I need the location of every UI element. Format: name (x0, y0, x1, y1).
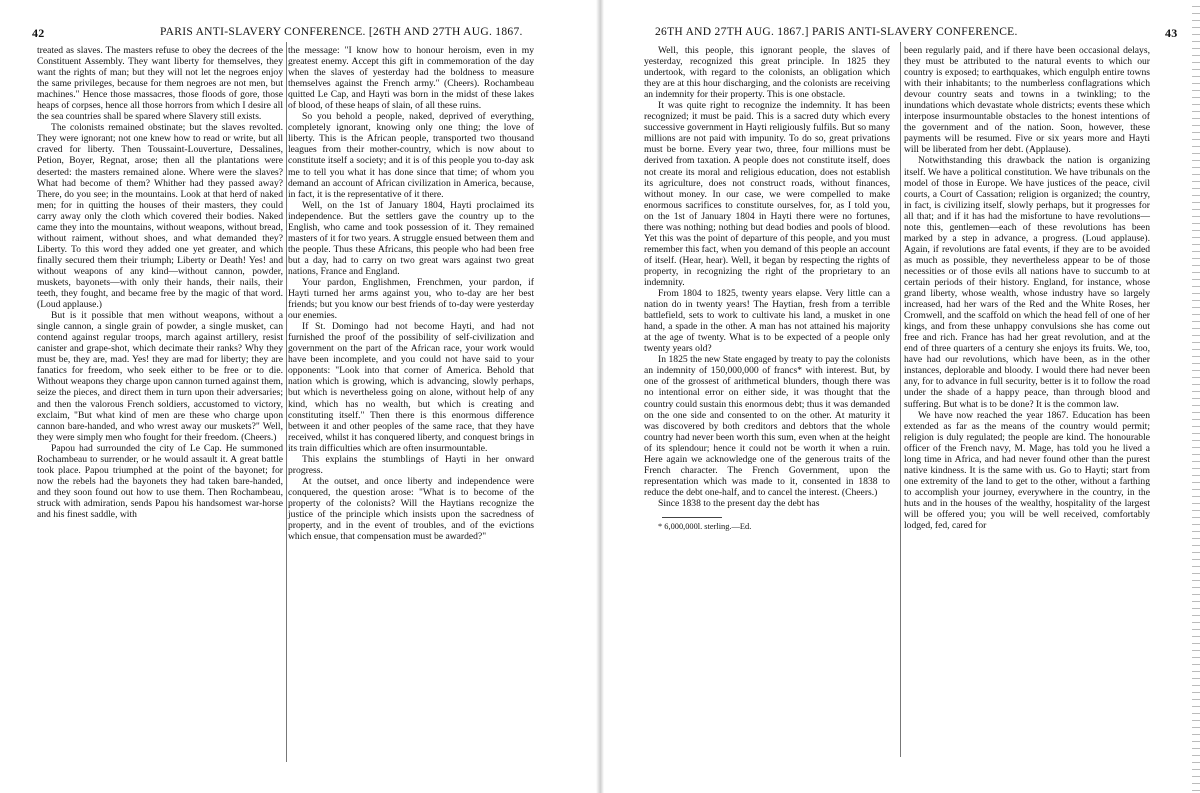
paragraph: Since 1838 to the present day the debt has (658, 497, 820, 509)
paragraph: been regularly paid, and if there have been occasional delays, they must be attributed to the natural events to which our country is exposed; to earthquakes, which engulph entire towns with their inhabitants; to the numberless conflagrations which devour country seats and towns in a twinkling; to the inundations which devastate whole districts; events these which interpose insurmountable obstacles to the honest intentions of the government and of the nation. Soon, however, these payments will be resumed. Five or six years more and Hayti will be liberated from her debt. (Applause). (904, 45, 1150, 156)
paragraph: Papou had surrounded the city of Le Cap. He summoned Rochambeau to surrender, or he would assault it. A great battle took place. Papou triumphed at the point of the bayonet; for now the rebels had the bayonets they had taken bare-handed, and they soon found out how to use them. Then Rochambeau, struck with admiration, sends Papou his handsomest war-horse and his finest saddle, with (37, 442, 283, 520)
paragraph: treated as slaves. The masters refuse to obey the decrees of the Constituent Assembly. They want liberty for themselves, they want the rights of man; but they will not let the negroes enjoy the same privileges, because for them negroes are not men, but machines." Hence those massacres, those floods of gore, those heaps of corpses, hence all those horrors from which I desire all the sea countries shall be spared where Slavery still exists. (37, 45, 283, 123)
paragraph: Notwithstanding this drawback the nation is organizing itself. We have a political constitution. We have tribunals on the model of those in Europe. We have justices of the peace, civil courts, a Court of Cassation; religion is organized; the country, in fact, is civilizing itself, slowly perhaps, but it progresses for all that; and if it has had the misfortune to have revolutions—note this, gentlemen—each of these revolutions has been marked by a step in advance, a progress. (Loud applause). Again, if revolutions are fatal events, if they are to be avoided as much as possible, they nevertheless appear to be of those necessities or of those evils all nations have to succumb to at certain periods of their history. England, for instance, whose grand liberty, whose wealth, whose industry have so largely increased, had her wars of the Red and the White Roses, her Cromwell, and the scaffold on which the head fell of one of her kings, and from these unhappy convulsions she has come out free and rich. France has had her great revolution, and at the end of three quarters of a century she enjoys its fruits. We, too, have had our revolutions, which have been, as in the other instances, deplorable and bloody. I would there had never been any, for to advance in full security, better is it to follow the road under the shade of a happy peace, than through blood and suffering. But what is to be done? It is the common law. (904, 155, 1150, 410)
paragraph: But is it possible that men without weapons, without a single cannon, a single grain of powder, a single musket, can contend against regular troops, march against artillery, resist canister and grape-shot, which decimate their ranks? Why they must be, they are, mad. Yes! they are mad for liberty; they are fanatics for freedom, who seek either to be free or to die. Without weapons they charge upon cannon turned against them, seize the pieces, and direct them in turn upon their adversaries; and then the valorous French soldiers, accustomed to victory, exclaim, "But what kind of men are these who charge upon cannon bare-handed, and who wrest away our muskets?" Well, they were simply men who fought for their freedom. (Cheers.) (37, 310, 283, 443)
paragraph: the message: "I know how to honour heroism, even in my greatest enemy. Accept this gift in commemoration of the day when the slaves of yesterday had the boldness to measure themselves against the French army." (Cheers). Rochambeau quitted Le Cap, and Hayti was born in the midst of these lakes of blood, of these heaps of slain, of all these ruins. (288, 45, 534, 112)
paragraph: The colonists remained obstinate; but the slaves revolted. They were ignorant; not one knew how to read or write, but all craved for liberty. Then Toussaint-Louverture, Dessalines, Petion, Boyer, Regnat, arose; then all the plantations were deserted: the masters remained alone. Where were the slaves? What had become of them? Whither had they passed away? There, do you see; in the mountains. Look at that herd of naked men; for in quitting the houses of their masters, they could carry away only the cloth which covered their bodies. Naked came they into the mountains, without weapons, without bread, without raiment, without shoes, and what demanded they? Liberty. To this word they added one yet greater, and which finally secured them their triumph; Liberty or Death! Yes! and without weapons of any kind—without cannon, powder, muskets, bayonets—with only their hands, their nails, their teeth, they fought, and became free by the magic of that word. (Loud applause.) (37, 122, 283, 311)
paragraph: From 1804 to 1825, twenty years elapse. Very little can a nation do in twenty years! The Haytian, fresh from a terrible battlefield, sets to work to cultivate his land, a musket in one hand, a spade in the other. A man has not attained his majority at the age of twenty. What is to be expected of a people only twenty years old? (644, 288, 890, 355)
paragraph: This explains the stumblings of Hayti in her onward progress. (288, 453, 534, 476)
footnote: * 6,000,000l. sterling.—Ed. (658, 521, 752, 531)
paragraph: We have now reached the year 1867. Education has been extended as far as the means of the country would permit; religion is duly regulated; the people are kind. The honourable officer of the French navy, M. Mage, has told you he lived a long time in Africa, and had never found other than the purest native kindness. It is the same with us. Go to Hayti; start from one extremity of the land to get to the other, without a farthing to accomplish your journey, everywhere in the country, in the huts and in the houses of the wealthy, hospitality of the largest will be offered you; you will be well received, comfortably lodged, fed, cared for (904, 409, 1150, 532)
paragraph: So you behold a people, naked, deprived of everything, completely ignorant, knowing only one thing; the love of liberty. This is the African people, transported two thousand leagues from their mother-country, which is now about to constitute itself a society; and it is of this people you to-day ask me to tell you what it has done since that time; of whom you demand an account of African civilization in America, because, in fact, it is the representative of it there. (288, 111, 534, 200)
left-column-1 (37, 45, 283, 520)
right-running-title: 26TH AND 27TH AUG. 1867.] PARIS ANTI-SLAVERY CONFERENCE. (655, 26, 1018, 38)
left-column-2 (288, 45, 534, 542)
right-column-1 (644, 45, 890, 532)
left-running-title: PARIS ANTI-SLAVERY CONFERENCE. [26TH AND 27TH AUG. 1867. (160, 26, 523, 38)
paragraph: Well, on the 1st of January 1804, Hayti proclaimed its independence. But the settlers gave the country up to the English, who came and took possession of it. They remained masters of it for two years. A struggle ensued between them and the people. Thus these Africans, this people who had been free but a day, had to carry on two great wars against two great nations, France and England. (288, 199, 534, 277)
left-page-number: 42 (32, 26, 45, 40)
paragraph: Well, this people, this ignorant people, the slaves of yesterday, recognized this great principle. In 1825 they undertook, with regard to the colonists, an obligation which they are at this hour discharging, and the colonists are receiving an indemnity for their property. This is one obstacle. (644, 45, 890, 101)
paragraph: It was quite right to recognize the indemnity. It has been recognized; it must be paid. This is a sacred duty which every successive government in Hayti religiously fulfils. But so many millions are not paid with impunity. To do so, great privations must be borne. Every year two, three, four millions must be derived from taxation. A people does not constitute itself, does not create its moral and religious education, does not establish its agriculture, does not construct roads, without finances, without money. In our case, we were compelled to make enormous sacrifices to constitute ourselves, for, as I told you, on the 1st of January 1804 in Hayti there were no fortunes, there was nothing; nothing but dead bodies and pools of blood. Yet this was the point of departure of this people, and you must remember this fact, when you demand of this people an account of itself. (Hear, hear). Well, it began by respecting the rights of property, in recognizing the right of the proprietary to an indemnity. (644, 100, 890, 288)
paragraph: Your pardon, Englishmen, Frenchmen, your pardon, if Hayti turned her arms against you, who to-day are her best friends; but you know our best friends of to-day were yesterday our enemies. (288, 276, 534, 322)
right-page (600, 0, 1200, 793)
footnote-rule (662, 517, 722, 518)
paragraph: If St. Domingo had not become Hayti, and had not furnished the proof of the possibility of self-civilization and government on the part of the African race, your work would have been incomplete, and you could not have said to your opponents: "Look into that corner of America. Behold that nation which is growing, which is advancing, slowly perhaps, but which is nevertheless going on alone, without help of any kind, which has no wealth, but which is creating and constituting itself." Then there is this enormous difference between it and other peoples of the same race, that they have received, whilst it has conquered liberty, and conquest brings in its train difficulties which are often insurmountable. (288, 321, 534, 454)
right-page-number: 43 (1165, 26, 1178, 40)
column-divider (286, 42, 287, 762)
column-divider (900, 42, 901, 757)
paragraph: At the outset, and once liberty and independence were conquered, the question arose: "What is to become of the property of the colonists? Will the Haytians recognize the justice of the principle which insists upon the sacredness of property, and in the event of troubles, and of the evictions which ensue, that compensation must be awarded?" (288, 475, 534, 543)
paragraph: In 1825 the new State engaged by treaty to pay the colonists an indemnity of 150,000,000 of francs* with interest. But, by one of the grossest of arithmetical blunders, though there was no intentional error on either side, it was thought that the country could sustain this enormous debt; thus it was demanded on the one side and consented to on the other. At maturity it was discovered by both creditors and debtors that the whole country had never been worth this sum, even when at the height of its splendour; hence it could not be worth it when a ruin. Here again we acknowledge one of the generous traits of the French character. The French Government, upon the representation which was made to it, consented in 1838 to reduce the debt one-half, and to cancel the interest. (Cheers.) (644, 354, 890, 498)
right-column-2 (904, 45, 1150, 531)
page-edge (1192, 0, 1200, 793)
